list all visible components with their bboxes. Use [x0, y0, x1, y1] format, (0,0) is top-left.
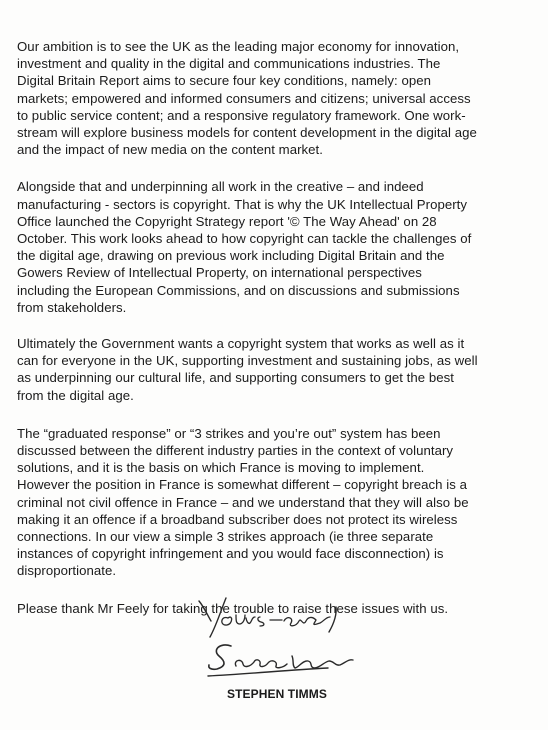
paragraph-graduated-response	[17, 425, 532, 580]
text-line: stream will explore business models for content development in the digital age	[17, 125, 477, 141]
text-line: Digital Britain Report aims to secure four key conditions, namely: open	[17, 73, 432, 89]
text-line: including the European Commissions, and on discussions and submissions	[17, 282, 460, 298]
text-line: and the impact of new media on the content market.	[17, 142, 323, 158]
text-line: making it an offence if a broadband subscriber does not protect its wireless	[17, 511, 458, 527]
text-line: October. This work looks ahead to how copyright can tackle the challenges of	[17, 231, 472, 247]
text-line: discussed between the different industry parties in the context of voluntary	[17, 443, 454, 459]
text-line: Ultimately the Government wants a copyright system that works as well as it	[17, 336, 465, 352]
text-line: can for everyone in the UK, supporting investment and sustaining jobs, as well	[17, 353, 478, 369]
text-line: Gowers Review of Intellectual Property, on international perspectives	[17, 265, 422, 281]
text-line: Office launched the Copyright Strategy report '© The Way Ahead' on 28	[17, 213, 437, 229]
text-line: Our ambition is to see the UK as the leading major economy for innovation,	[17, 39, 460, 54]
text-line: the digital age, drawing on previous work including Digital Britain and the	[17, 248, 445, 264]
letter-body	[17, 38, 532, 636]
signature-drawing	[188, 590, 388, 685]
text-line: as underpinning our cultural life, and supporting consumers to get the best	[17, 370, 455, 386]
text-line: However the position in France is somewhat different – copyright breach is a	[17, 477, 467, 493]
handwritten-signature	[188, 590, 388, 685]
text-line: investment and quality in the digital and communications industries. The	[17, 56, 441, 72]
text-line: disproportionate.	[17, 563, 117, 579]
text-line: The “graduated response” or “3 strikes and you’re out” system has been	[17, 425, 441, 441]
text-line: from the digital age.	[17, 387, 134, 403]
paragraph-digital-britain	[17, 38, 532, 158]
text-line: Please thank Mr Feely for taking the trouble to raise these issues with us.	[17, 600, 449, 616]
paragraph-government-aim	[17, 335, 532, 404]
paragraph-copyright-strategy	[17, 178, 532, 316]
text-line: from stakeholders.	[17, 299, 127, 315]
text-line: markets; empowered and informed consumers and citizens; universal access	[17, 90, 471, 106]
text-line: instances of copyright infringement and you would face disconnection) is	[17, 546, 444, 562]
text-line: solutions, and it is the basis on which France is moving to implement.	[17, 460, 425, 476]
text-line: to public service content; and a responsive regulatory framework. One work-	[17, 107, 466, 123]
signatory-name: STEPHEN TIMMS	[227, 687, 327, 701]
text-line: manufacturing - sectors is copyright. That is why the UK Intellectual Property	[17, 196, 468, 212]
text-line: Alongside that and underpinning all work in the creative – and indeed	[17, 179, 424, 195]
text-line: connections. In our view a simple 3 strikes approach (ie three separate	[17, 529, 434, 545]
text-line: criminal not civil offence in France – and we understand that they will also be	[17, 494, 469, 510]
